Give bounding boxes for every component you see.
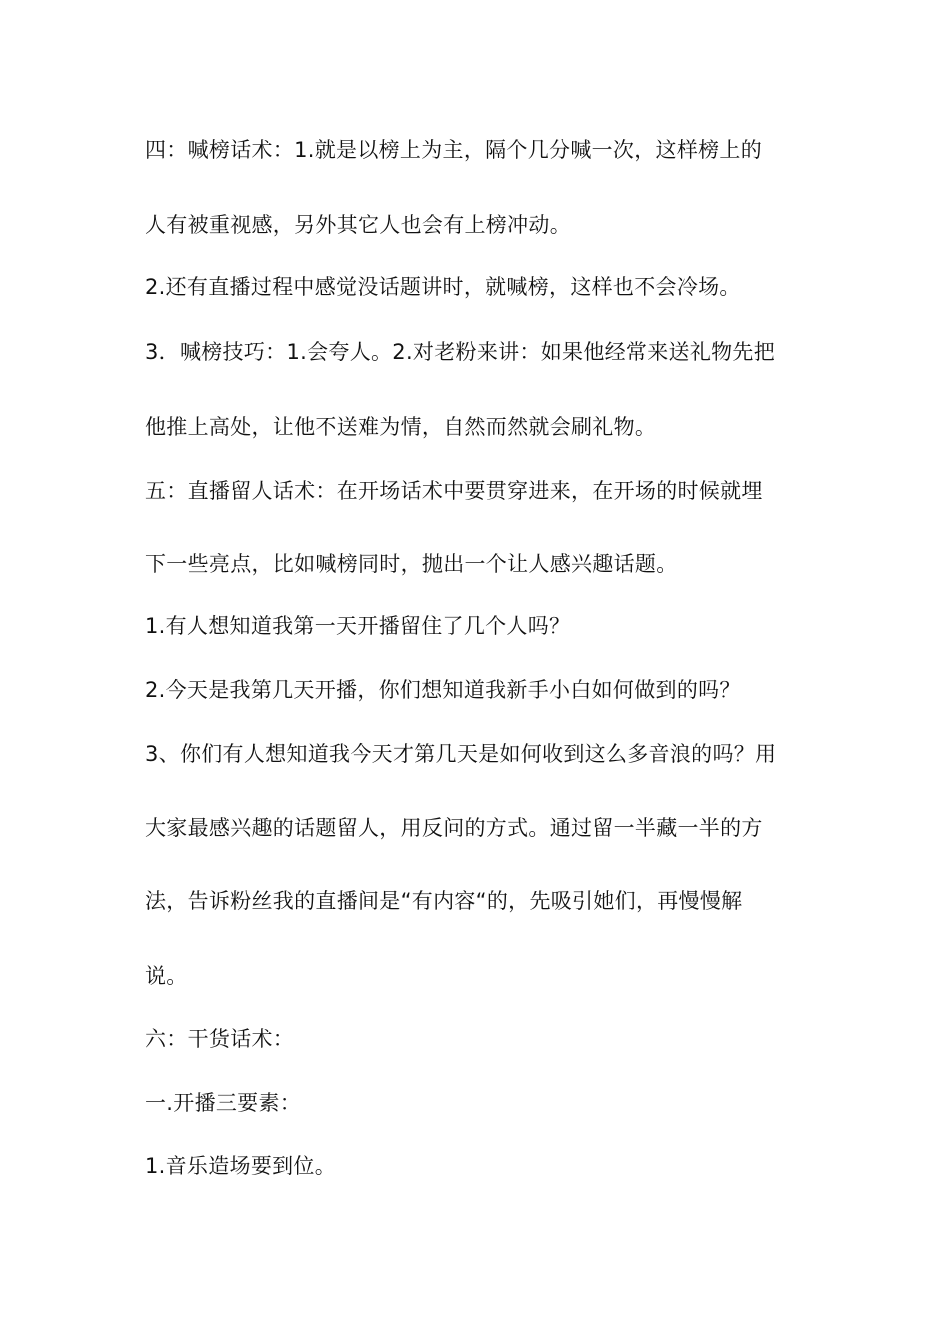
text-line-10: 3、你们有人想知道我今天才第几天是如何收到这么多音浪的吗？用: [145, 742, 777, 766]
text-line-16: 1.音乐造场要到位。: [145, 1154, 337, 1178]
text-line-4: 3．喊榜技巧：1.会夸人。2.对老粉来讲：如果他经常来送礼物先把: [145, 340, 776, 364]
text-line-14: 六：干货话术：: [145, 1027, 295, 1051]
text-line-5: 他推上高处，让他不送难为情，自然而然就会刷礼物。: [145, 415, 657, 439]
text-line-8: 1.有人想知道我第一天开播留住了几个人吗？: [145, 614, 571, 638]
text-line-7: 下一些亮点，比如喊榜同时，抛出一个让人感兴趣话题。: [145, 552, 678, 576]
text-line-1: 四：喊榜话术：1.就是以榜上为主，隔个几分喊一次，这样榜上的: [145, 138, 763, 162]
text-line-9: 2.今天是我第几天开播，你们想知道我新手小白如何做到的吗？: [145, 678, 741, 702]
text-line-11: 大家最感兴趣的话题留人，用反问的方式。通过留一半藏一半的方: [145, 816, 763, 840]
text-line-12: 法，告诉粉丝我的直播间是“有内容“的，先吸引她们，再慢慢解: [145, 889, 743, 913]
text-line-6: 五：直播留人话术：在开场话术中要贯穿进来，在开场的时候就埋: [145, 479, 763, 503]
text-line-3: 2.还有直播过程中感觉没话题讲时，就喊榜，这样也不会冷场。: [145, 275, 741, 299]
text-line-15: 一.开播三要素：: [145, 1091, 302, 1115]
text-line-2: 人有被重视感，另外其它人也会有上榜冲动。: [145, 213, 571, 237]
text-line-13: 说。: [145, 964, 188, 988]
